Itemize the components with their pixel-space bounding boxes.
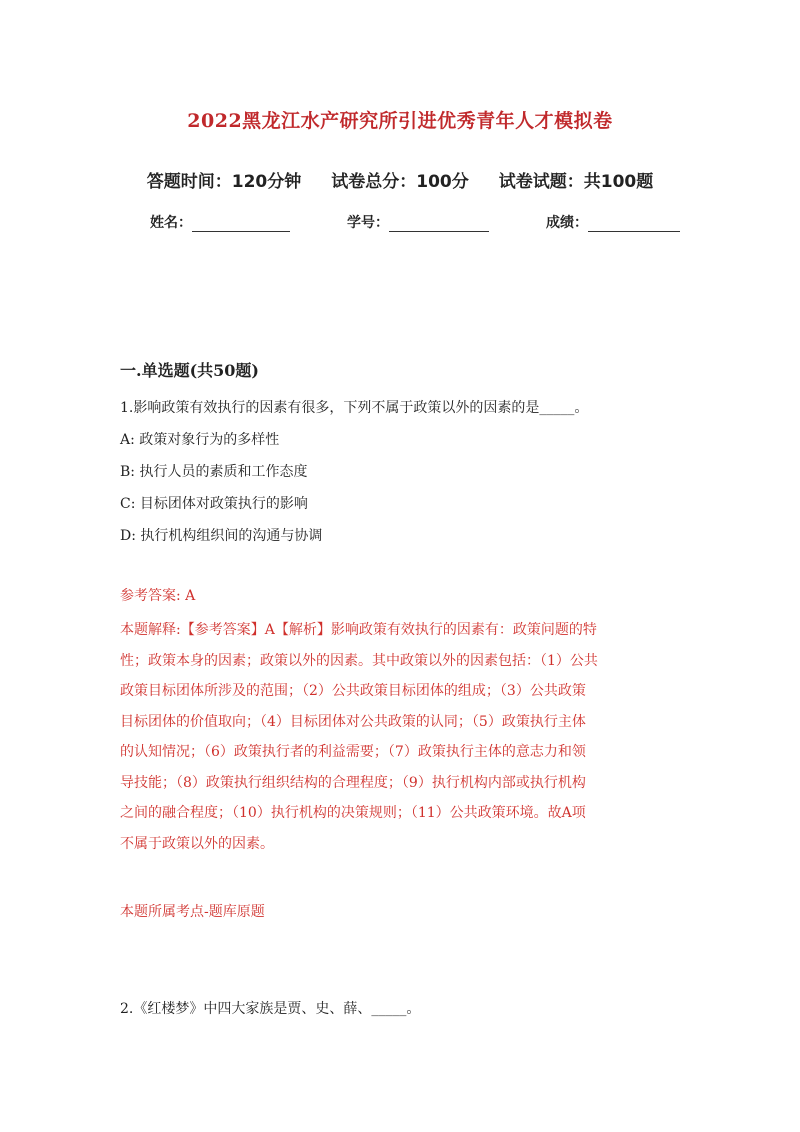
question-1 <box>120 398 665 558</box>
exam-time: 答题时间：120分钟 <box>146 172 302 192</box>
total-questions: 试卷试题：共100题 <box>498 172 654 192</box>
total-score: 试卷总分：100分 <box>331 172 469 192</box>
explanation-line: 之间的融合程度；（10）执行机构的决策规则；（11）公共政策环境。故A项 <box>120 805 586 821</box>
grade-field <box>546 212 680 232</box>
name-field <box>150 212 290 232</box>
option-b: B: 执行人员的素质和工作态度 <box>120 464 308 480</box>
explanation-line: 本题解释:【参考答案】A【解析】影响政策有效执行的因素有：政策问题的特 <box>120 622 597 638</box>
explanation-line: 政策目标团体所涉及的范围；（2）公共政策目标团体的组成；（3）公共政策 <box>120 683 586 699</box>
name-label: 姓名： <box>150 215 192 231</box>
question-1-stem: 1.影响政策有效执行的因素有很多，下列不属于政策以外的因素的是_____。 <box>120 400 589 416</box>
id-blank[interactable] <box>389 217 489 232</box>
student-info-row <box>150 212 680 232</box>
option-a: A: 政策对象行为的多样性 <box>120 432 280 448</box>
id-label: 学号： <box>347 215 389 231</box>
id-field <box>347 212 489 232</box>
question-2-stem: 2.《红楼梦》中四大家族是贾、史、薛、_____。 <box>120 1001 421 1017</box>
question-topic: 本题所属考点-题库原题 <box>120 904 265 920</box>
grade-blank[interactable] <box>588 217 680 232</box>
exam-title: 2022黑龙江水产研究所引进优秀青年人才模拟卷 <box>187 110 613 132</box>
explanation-line: 目标团体的价值取向；（4）目标团体对公共政策的认同；（5）政策执行主体 <box>120 713 586 730</box>
reference-answer: 参考答案: A <box>120 588 196 604</box>
explanation-line: 导技能；（8）政策执行组织结构的合理程度；（9）执行机构内部或执行机构 <box>120 774 586 791</box>
grade-label: 成绩： <box>546 215 588 231</box>
explanation-line: 的认知情况；（6）政策执行者的利益需要；（7）政策执行主体的意志力和领 <box>120 744 586 760</box>
explanation <box>120 615 665 859</box>
option-c: C: 目标团体对政策执行的影响 <box>120 496 308 512</box>
option-d: D: 执行机构组织间的沟通与协调 <box>120 528 323 544</box>
explanation-line: 性；政策本身的因素；政策以外的因素。其中政策以外的因素包括：（1）公共 <box>120 652 598 669</box>
explanation-line: 不属于政策以外的因素。 <box>120 835 274 852</box>
exam-meta-row <box>0 167 800 192</box>
name-blank[interactable] <box>192 217 290 232</box>
section-heading: 一.单选题(共50题) <box>120 361 259 380</box>
